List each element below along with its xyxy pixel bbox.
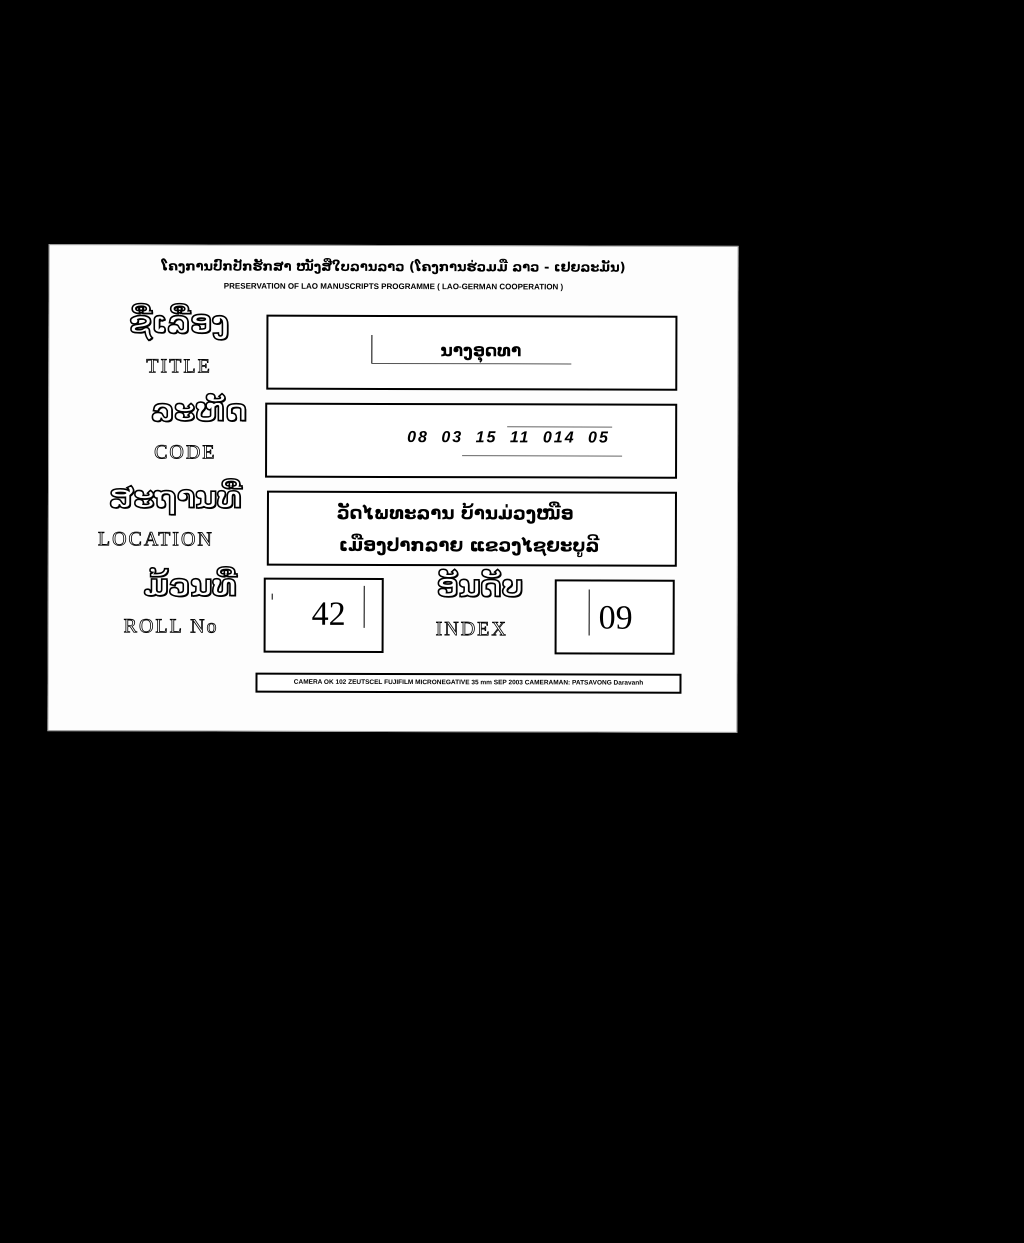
programme-title-lao: ໂຄງການປົກປັກຮັກສາ ໜັງສືໃບລານລາວ (ໂຄງການຮ່ວມມື ລາວ - ເຢຍລະມັນ) [161, 259, 626, 276]
location-label-english: LOCATION [97, 528, 214, 551]
title-label-lao: ຊື່ເລື່ອງ [129, 305, 230, 341]
programme-title-english: PRESERVATION OF LAO MANUSCRIPTS PROGRAMME ( LAO-GERMAN COOPERATION ) [223, 281, 564, 292]
index-label-lao: ອັນດັບ [436, 569, 524, 605]
code-label-lao: ລະຫັດ [151, 393, 248, 429]
code-label-english: CODE [154, 441, 217, 464]
code-box [265, 403, 677, 479]
scan-mark [371, 363, 571, 365]
scan-mark [364, 586, 365, 628]
roll-number-box [264, 578, 384, 653]
microfilm-target-card [47, 244, 738, 733]
scan-mark [371, 335, 372, 363]
location-box [267, 491, 677, 567]
camera-info-footer: CAMERA OK 102 ZEUTSCEL FUJIFILM MICRONEGATIVE 35 mm SEP 2003 CAMERAMAN: PATSAVONG Daravanh [255, 673, 681, 694]
scan-mark [272, 594, 273, 600]
title-value: ນາງອຸດທາ [440, 341, 522, 362]
location-line-2: ເມືອງປາກລາຍ ແຂວງໄຊຍະບູລີ [338, 534, 600, 557]
title-box [266, 315, 677, 391]
index-value: 09 [598, 599, 633, 637]
scan-mark [507, 426, 612, 427]
scan-mark [589, 590, 590, 636]
roll-label-lao: ມ້ວນທີ່ [143, 568, 237, 604]
roll-number-value: 42 [311, 595, 346, 633]
roll-label-english: ROLL No [123, 615, 219, 638]
code-value: 08 03 15 11 014 05 [407, 429, 610, 447]
location-label-lao: ສະຖານທີ່ [108, 480, 242, 516]
location-line-1: ວັດໄພທະລານ ບ້ານມ່ວງໜືອ [336, 502, 574, 525]
index-label-english: INDEX [435, 618, 508, 641]
title-label-english: TITLE [146, 355, 212, 378]
scan-mark [462, 455, 622, 456]
index-box [555, 579, 675, 654]
